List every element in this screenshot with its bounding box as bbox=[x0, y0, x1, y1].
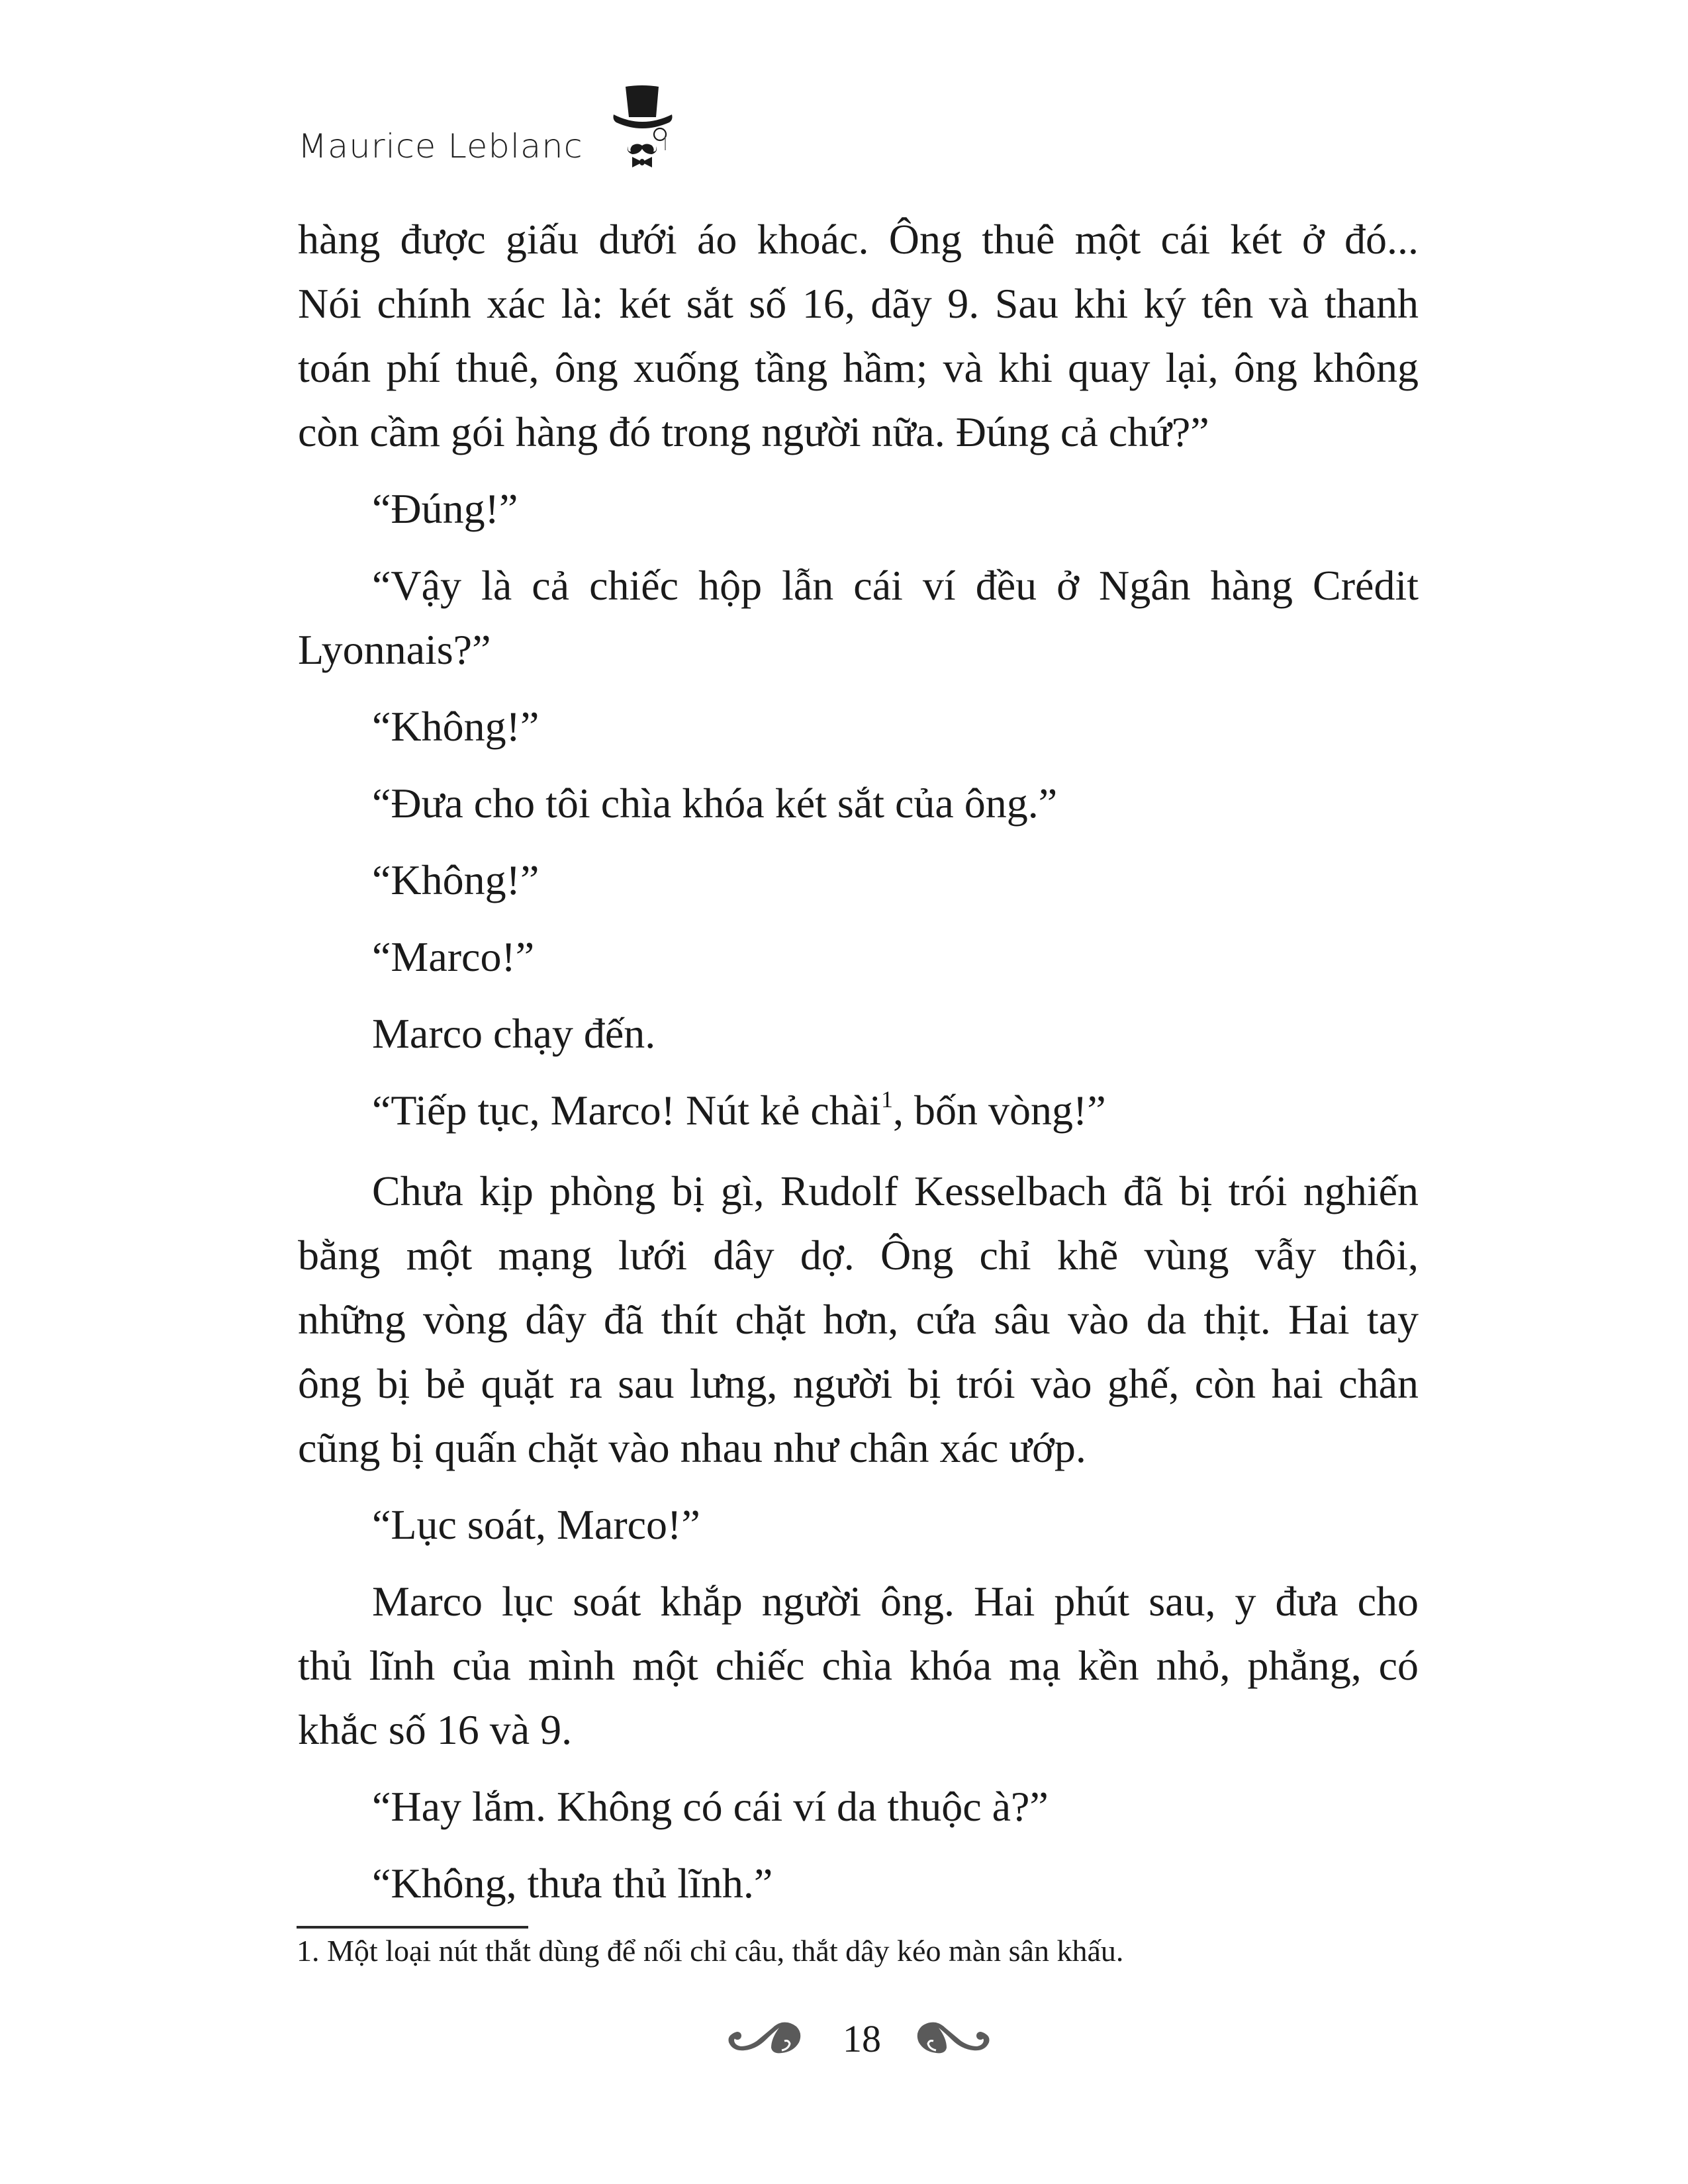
text-line: Lyonnais?” bbox=[298, 626, 491, 673]
dialogue-line: “Không!” bbox=[372, 703, 539, 750]
dialogue-line: “Không!” bbox=[372, 856, 539, 903]
dialogue-line: “Không, thưa thủ lĩnh.” bbox=[372, 1860, 773, 1907]
flourish-scroll-icon bbox=[725, 2021, 806, 2056]
footnote: 1. Một loại nút thắt dùng để nối chỉ câu, thắt dây kéo màn sân khấu. bbox=[297, 1934, 1124, 1968]
dialogue-line: “Lục soát, Marco!” bbox=[372, 1501, 700, 1548]
dialogue-line: “Hay lắm. Không có cái ví da thuộc à?” bbox=[372, 1783, 1049, 1830]
text-line: ông bị bẻ quặt ra sau lưng, người bị trói vào ghế, còn hai chân bbox=[298, 1360, 1419, 1407]
text-line: Marco chạy đến. bbox=[372, 1010, 656, 1057]
dialogue-line: “Marco!” bbox=[372, 933, 535, 980]
dialogue-line: “Đưa cho tôi chìa khóa két sắt của ông.” bbox=[372, 780, 1058, 827]
text-line: Nói chính xác là: két sắt số 16, dãy 9. Sau khi ký tên và thanh bbox=[298, 280, 1419, 327]
flourish-scroll-icon bbox=[912, 2021, 993, 2056]
running-head-author: Maurice Leblanc bbox=[298, 127, 583, 165]
footnote-divider bbox=[297, 1926, 528, 1929]
page-number: 18 bbox=[843, 2017, 881, 2060]
text-line: Chưa kịp phòng bị gì, Rudolf Kesselbach đã bị trói nghiến bbox=[372, 1167, 1419, 1214]
footnote-reference[interactable]: 1 bbox=[880, 1086, 893, 1113]
text-line: hàng được giấu dưới áo khoác. Ông thuê một cái két ở đó... bbox=[298, 216, 1419, 263]
dialogue-line: “Đúng!” bbox=[372, 485, 518, 532]
text-line: bằng một mạng lưới dây dợ. Ông chỉ khẽ vùng vẫy thôi, bbox=[298, 1232, 1419, 1279]
text-line: Marco lục soát khắp người ông. Hai phút sau, y đưa cho bbox=[372, 1578, 1419, 1625]
top-hat-monocle-mustache-bowtie-icon bbox=[612, 83, 685, 175]
text-line: khắc số 16 và 9. bbox=[298, 1706, 573, 1753]
text-line: toán phí thuê, ông xuống tầng hầm; và khi quay lại, ông không bbox=[298, 344, 1419, 391]
text-line: những vòng dây đã thít chặt hơn, cứa sâu vào da thịt. Hai tay bbox=[298, 1296, 1419, 1343]
text-line: thủ lĩnh của mình một chiếc chìa khóa mạ kền nhỏ, phẳng, có bbox=[298, 1642, 1419, 1689]
text-line: cũng bị quấn chặt vào nhau như chân xác ướp. bbox=[298, 1424, 1086, 1471]
dialogue-line: “Vậy là cả chiếc hộp lẫn cái ví đều ở Ngân hàng Crédit bbox=[372, 562, 1419, 609]
text-line: còn cầm gói hàng đó trong người nữa. Đúng cả chứ?” bbox=[298, 408, 1209, 455]
dialogue-line: “Tiếp tục, Marco! Nút kẻ chài$^1$, bốn vòng!” bbox=[372, 1086, 1106, 1134]
